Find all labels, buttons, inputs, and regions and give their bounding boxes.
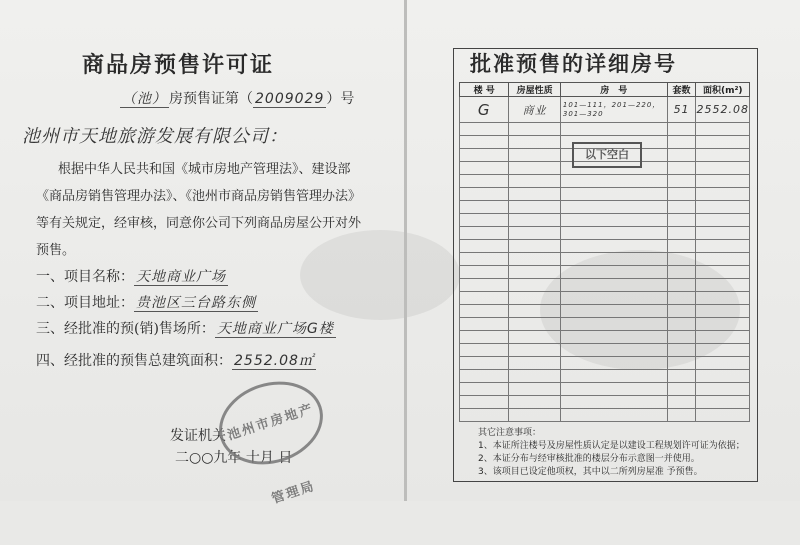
table-cell-empty [560, 331, 667, 344]
table-cell-empty [667, 214, 696, 227]
table-row-empty [460, 214, 750, 227]
table-row-empty [460, 370, 750, 383]
table-cell-empty [696, 175, 750, 188]
table-row-empty [460, 305, 750, 318]
cell-nature: 商业 [509, 97, 560, 123]
table-cell-empty [560, 188, 667, 201]
table-cell-empty [509, 344, 560, 357]
table-cell-empty [667, 383, 696, 396]
table-cell-empty [509, 253, 560, 266]
item-project-address [36, 292, 258, 312]
table-cell-empty [509, 370, 560, 383]
cell-count: 51 [667, 97, 696, 123]
table-cell-empty [460, 383, 509, 396]
table-cell-empty [667, 175, 696, 188]
body-line: 等有关规定，经审核，同意你公司下列商品房屋公开对外 [36, 216, 362, 231]
table-row-empty [460, 396, 750, 409]
table-row-empty [460, 240, 750, 253]
cell-area: 2552.08 [696, 97, 750, 123]
table-cell-empty [696, 188, 750, 201]
table-row-empty [460, 227, 750, 240]
table-row-empty [460, 266, 750, 279]
table-cell-empty [460, 188, 509, 201]
table-cell-empty [667, 266, 696, 279]
table-cell-empty [560, 292, 667, 305]
table-cell-empty [460, 149, 509, 162]
table-cell-empty [460, 409, 509, 422]
table-cell-empty [509, 305, 560, 318]
certificate-number-line [120, 88, 354, 108]
cert-text-b: ）号 [326, 91, 355, 107]
table-cell-empty [509, 240, 560, 253]
table-cell-empty [560, 344, 667, 357]
table-cell-empty [696, 149, 750, 162]
table-cell-empty [560, 123, 667, 136]
table-cell-empty [509, 227, 560, 240]
table-cell-empty [696, 396, 750, 409]
header-count: 套数 [667, 83, 696, 97]
table-cell-empty [696, 201, 750, 214]
table-cell-empty [460, 227, 509, 240]
table-cell-empty [696, 357, 750, 370]
header-rooms: 房 号 [560, 83, 667, 97]
cell-rooms: 101—111，201—220，301—320 [560, 97, 667, 123]
right-title: 批准预售的详细房号 [470, 52, 677, 76]
notes-title: 其它注意事项： [478, 428, 542, 438]
table-row-empty [460, 201, 750, 214]
header-area: 面积(m²) [696, 83, 750, 97]
table-cell-empty [509, 383, 560, 396]
table-cell-empty [509, 175, 560, 188]
table-cell-empty [696, 292, 750, 305]
table-cell-empty [460, 136, 509, 149]
room-table [459, 82, 750, 422]
table-row-empty [460, 344, 750, 357]
item-label: 一、项目名称： [36, 269, 134, 285]
table-cell-empty [460, 253, 509, 266]
table-cell-empty [460, 123, 509, 136]
table-cell-empty [460, 240, 509, 253]
table-cell-empty [696, 240, 750, 253]
body-line: 根据中华人民共和国《城市房地产管理法》、建设部 [58, 162, 351, 177]
table-cell-empty [509, 409, 560, 422]
table-cell-empty [667, 318, 696, 331]
table-cell-empty [560, 240, 667, 253]
table-cell-empty [560, 318, 667, 331]
item-total-area [36, 350, 316, 370]
table-cell-empty [696, 370, 750, 383]
table-cell-empty [460, 331, 509, 344]
table-cell-empty [509, 201, 560, 214]
table-cell-empty [667, 201, 696, 214]
table-cell-empty [696, 331, 750, 344]
issue-date: 二○○九年 十月 日 [175, 450, 293, 466]
table-cell-empty [509, 214, 560, 227]
table-cell-empty [460, 344, 509, 357]
table-cell-empty [696, 123, 750, 136]
table-cell-empty [560, 357, 667, 370]
table-cell-empty [460, 305, 509, 318]
table-cell-empty [696, 409, 750, 422]
table-cell-empty [460, 279, 509, 292]
table-cell-empty [667, 227, 696, 240]
blank-below-stamp: 以下空白 [572, 142, 642, 168]
smudge [300, 230, 460, 320]
item-value: 天地商业广场 [136, 269, 226, 285]
table-cell-empty [509, 396, 560, 409]
table-cell-empty [460, 318, 509, 331]
table-cell-empty [667, 240, 696, 253]
table-cell-empty [667, 409, 696, 422]
table-cell-empty [509, 357, 560, 370]
table-cell-empty [509, 188, 560, 201]
table-cell-empty [696, 227, 750, 240]
table-cell-empty [509, 331, 560, 344]
table-cell-empty [696, 344, 750, 357]
table-cell-empty [667, 149, 696, 162]
table-cell-empty [460, 357, 509, 370]
table-row [460, 97, 750, 123]
table-row-empty [460, 383, 750, 396]
table-cell-empty [560, 201, 667, 214]
table-cell-empty [696, 162, 750, 175]
table-cell-empty [560, 266, 667, 279]
table-cell-empty [560, 227, 667, 240]
header-building: 楼 号 [460, 83, 509, 97]
table-cell-empty [460, 396, 509, 409]
issuer-label: 发证机关 [170, 428, 226, 444]
note-item: 3、该项目已设定他项权，其中以二所列房屋准 予预售。 [478, 467, 703, 477]
table-cell-empty [696, 136, 750, 149]
table-cell-empty [560, 396, 667, 409]
company-name: 池州市天地旅游发展有限公司： [22, 126, 288, 147]
item-value: 天地商业广场G楼 [216, 321, 334, 337]
table-cell-empty [509, 318, 560, 331]
table-cell-empty [509, 292, 560, 305]
table-cell-empty [696, 318, 750, 331]
item-label: 四、经批准的预售总建筑面积： [36, 353, 232, 369]
table-cell-empty [696, 383, 750, 396]
table-cell-empty [667, 344, 696, 357]
item-value: 贵池区三台路东侧 [136, 295, 256, 311]
cert-text-a: 房预售证第（ [169, 91, 253, 107]
note-item: 1、本证所注楼号及房屋性质认定是以建设工程规划许可证为依据； [478, 441, 745, 451]
table-cell-empty [460, 266, 509, 279]
table-cell-empty [667, 370, 696, 383]
item-sales-location [36, 318, 336, 338]
item-label: 二、项目地址： [36, 295, 134, 311]
table-cell-empty [560, 279, 667, 292]
table-cell-empty [509, 279, 560, 292]
table-cell-empty [560, 370, 667, 383]
table-cell-empty [667, 357, 696, 370]
table-cell-empty [667, 253, 696, 266]
table-row-empty [460, 279, 750, 292]
table-cell-empty [667, 188, 696, 201]
table-cell-empty [696, 214, 750, 227]
table-header-row [460, 83, 750, 97]
table-cell-empty [560, 305, 667, 318]
table-row-empty [460, 175, 750, 188]
table-row-empty [460, 357, 750, 370]
table-cell-empty [667, 331, 696, 344]
table-cell-empty [560, 175, 667, 188]
table-cell-empty [667, 305, 696, 318]
table-row-empty [460, 331, 750, 344]
table-cell-empty [560, 383, 667, 396]
table-cell-empty [560, 253, 667, 266]
table-cell-empty [696, 253, 750, 266]
table-cell-empty [560, 409, 667, 422]
table-row-empty [460, 409, 750, 422]
table-cell-empty [560, 214, 667, 227]
header-nature: 房屋性质 [509, 83, 560, 97]
table-cell-empty [667, 136, 696, 149]
table-cell-empty [509, 162, 560, 175]
table-cell-empty [460, 201, 509, 214]
table-row-empty [460, 292, 750, 305]
item-project-name [36, 266, 228, 286]
table-cell-empty [460, 214, 509, 227]
table-row-empty [460, 188, 750, 201]
table-cell-empty [667, 123, 696, 136]
cert-prefix: （池） [122, 91, 167, 107]
item-label: 三、经批准的预(销)售场所： [36, 321, 215, 337]
table-row-empty [460, 253, 750, 266]
table-cell-empty [509, 149, 560, 162]
left-title: 商品房预售许可证 [82, 53, 275, 78]
table-cell-empty [696, 279, 750, 292]
table-cell-empty [667, 279, 696, 292]
table-cell-empty [460, 162, 509, 175]
table-cell-empty [509, 136, 560, 149]
cert-number: 2009029 [255, 91, 325, 107]
cell-building: G [460, 97, 509, 123]
table-cell-empty [696, 305, 750, 318]
table-cell-empty [509, 123, 560, 136]
fold-line [404, 0, 407, 501]
table-cell-empty [460, 175, 509, 188]
table-cell-empty [696, 266, 750, 279]
table-cell-empty [460, 370, 509, 383]
table-row-empty [460, 123, 750, 136]
table-cell-empty [509, 266, 560, 279]
body-line: 《商品房销售管理办法》、《池州市商品房销售管理办法》 [36, 189, 362, 204]
item-value: 2552.08㎡ [234, 353, 314, 369]
official-seal: 池州市房地产管理局 [208, 369, 334, 478]
table-cell-empty [667, 162, 696, 175]
table-cell-empty [667, 292, 696, 305]
table-cell-empty [667, 396, 696, 409]
table-cell-empty [460, 292, 509, 305]
body-line: 预售。 [36, 243, 76, 258]
table-row-empty [460, 318, 750, 331]
note-item: 2、本证分布与经审核批准的楼层分布示意图一并使用。 [478, 454, 700, 464]
